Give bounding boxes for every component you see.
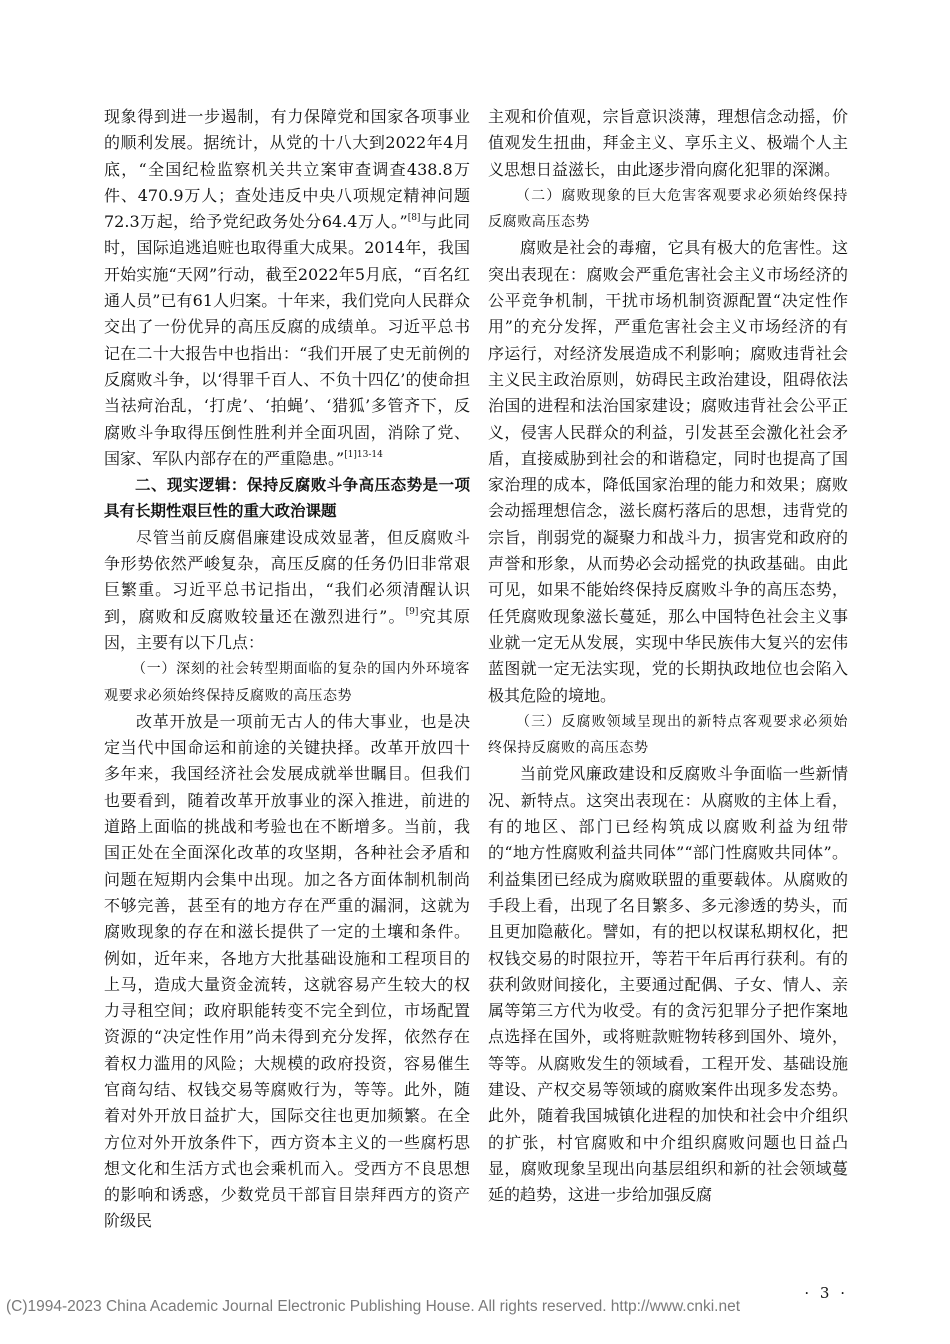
page-number: · 3 · — [804, 1284, 848, 1302]
paragraph: 当前党风廉政建设和反腐败斗争面临一些新情况、新特点。这突出表现在：从腐败的主体上看，有的地区、部门已经构筑成以腐败利益为纽带的“地方性腐败利益共同体”“部门性腐败共同体”。利益集团已经成为腐败联盟的重要载体。从腐败的手段上看，出现了名目繁多、多元渗透的势头，而且更加隐蔽化。譬如，有的把以权谋私期权化，把权钱交易的时限拉开，等若干年后再行获利。有的获利敛财间接化，主要通过配偶、子女、情人、亲属等第三方代为收受。有的贪污犯罪分子把作案地点选择在国外，或将赃款赃物转移到国外、境外，等等。从腐败发生的领域看，工程开发、基础设施建设、产权交易等领域的腐败案件出现多发态势。此外，随着我国城镇化进程的加快和社会中介组织的扩张，村官腐败和中介组织腐败问题也日益凸显，腐败现象呈现出向基层组织和新的社会领域蔓延的趋势，这进一步给加强反腐 — [488, 764, 848, 1205]
subsection-heading: （一）深刻的社会转型期面临的复杂的国内外环境客观要求必须始终保持反腐败的高压态势 — [104, 661, 470, 704]
left-column — [104, 104, 470, 1235]
citation-ref: [9] — [405, 607, 419, 618]
paragraph: 尽管当前反腐倡廉建设成效显著，但反腐败斗争形势依然严峻复杂，高压反腐的任务仍旧非常艰巨繁重。习近平总书记指出，“我们必须清醒认识到，腐败和反腐败较量还在激烈进行”。[9]究其原因，主要有以下几点： — [104, 527, 470, 652]
subsection-heading: （二）腐败现象的巨大危害客观要求必须始终保持反腐败高压态势 — [488, 187, 848, 231]
paragraph: 现象得到进一步遏制，有力保障党和国家各项事业的顺利发展。据统计，从党的十八大到2022年4月底，“全国纪检监察机关共立案审查调查438.8万件、470.9万人；查处违反中央八项规定精神问题72.3万起，给予党纪政务处分64.4万人。”[8]与此同时，国际追逃追赃也取得重大成果。2014年，我国开始实施“天网”行动，截至2022年5月底，“百名红通人员”已有61人归案。十年来，我们党向人民群众交出了一份优异的高压反腐的成绩单。习近平总书记在二十大报告中也指出：“我们开展了史无前例的反腐败斗争，以‘得罪千百人、不负十四亿’的使命担当祛疴治乱，‘打虎’、‘拍蝇’、‘猎狐’多管齐下，反腐败斗争取得压倒性胜利并全面巩固，消除了党、国家、军队内部存在的严重隐患。”$^{[1]13-14}$ — [104, 107, 470, 468]
section-heading: 二、现实逻辑：保持反腐败斗争高压态势是一项具有长期性艰巨性的重大政治课题 — [104, 476, 470, 521]
paragraph: 改革开放是一项前无古人的伟大事业，也是决定当代中国命运和前途的关键抉择。改革开放四十多年来，我国经济社会发展成就举世瞩目。但我们也要看到，随着改革开放事业的深入推进，前进的道路上面临的挑战和考验也在不断增多。当前，我国正处在全面深化改革的攻坚期，各种社会矛盾和问题在短期内会集中出现。加之各方面体制机制尚不够完善，甚至有的地方存在严重的漏洞，这就为腐败现象的存在和滋长提供了一定的土壤和条件。例如，近年来，各地方大批基础设施和工程项目的上马，造成大量资金流转，这就容易产生较大的权力寻租空间；政府职能转变不完全到位，市场配置资源的“决定性作用”尚未得到充分发挥，依然存在着权力滥用的风险；大规模的政府投资，容易催生官商勾结、权钱交易等腐败行为，等等。此外，随着对外开放日益扩大，国际交往也更加频繁。在全方位对外开放条件下，西方资本主义的一些腐朽思想文化和生活方式也会乘机而入。受西方不良思想的影响和诱惑，少数党员干部盲目崇拜西方的资产阶级民 — [104, 711, 470, 1231]
citation-ref: [1]13-14 — [344, 449, 383, 460]
citation-ref: [8] — [407, 212, 421, 223]
footer-copyright: (C)1994-2023 China Academic Journal Electronic Publishing House. All rights reserved. http://www.cnki.net — [6, 1298, 741, 1315]
right-column — [488, 104, 848, 1208]
paragraph: 腐败是社会的毒瘤，它具有极大的危害性。这突出表现在：腐败会严重危害社会主义市场经济的公平竞争机制，干扰市场机制资源配置“决定性作用”的充分发挥，严重危害社会主义市场经济的有序运行，对经济发展造成不利影响；腐败违背社会主义民主政治原则，妨碍民主政治建设，阻碍依法治国的进程和法治国家建设；腐败违背社会公平正义，侵害人民群众的利益，引发甚至会激化社会矛盾，直接威胁到社会的和谐稳定，同时也提高了国家治理的成本，降低国家治理的能力和效果；腐败会动摇理想信念，滋长腐朽落后的思想，违背党的宗旨，削弱党的凝聚力和战斗力，损害党和政府的声誉和形象，从而势必会动摇党的执政基础。由此可见，如果不能始终保持反腐败斗争的高压态势，任凭腐败现象滋长蔓延，那么中国特色社会主义事业就一定无从发展，实现中华民族伟大复兴的宏伟蓝图就一定无法实现，党的长期执政地位也会陷入极其危险的境地。 — [488, 238, 848, 705]
paragraph: 主观和价值观，宗旨意识淡薄，理想信念动摇，价值观发生扭曲，拜金主义、享乐主义、极端个人主义思想日益滋长，由此逐步滑向腐化犯罪的深渊。 — [488, 107, 848, 179]
subsection-heading: （三）反腐败领域呈现出的新特点客观要求必须始终保持反腐败的高压态势 — [488, 713, 848, 757]
